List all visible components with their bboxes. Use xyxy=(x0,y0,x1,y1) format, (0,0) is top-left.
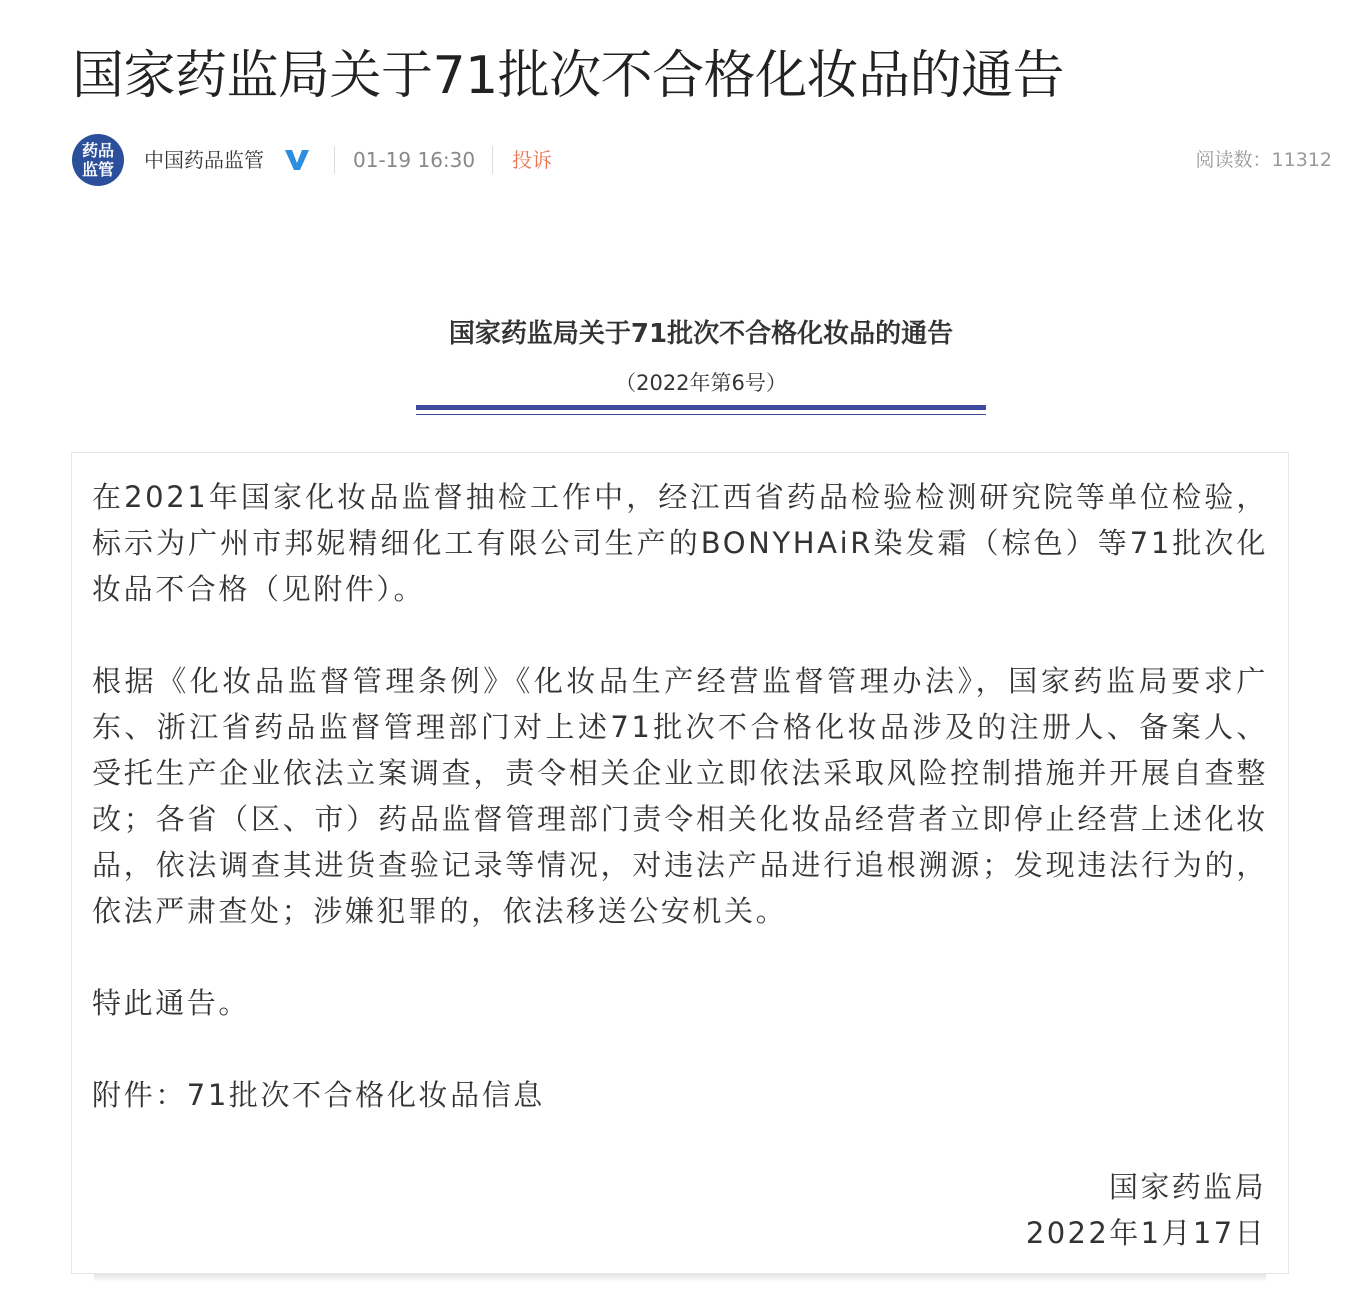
report-link[interactable]: 投诉 xyxy=(512,148,552,172)
heading-rule-thick xyxy=(416,405,986,410)
author-name-link[interactable]: 中国药品监管 xyxy=(144,148,264,172)
author-avatar[interactable] xyxy=(72,134,124,186)
heading-rule-thin xyxy=(416,414,986,415)
verified-v-icon xyxy=(284,148,310,172)
read-count: 阅读数：11312 xyxy=(1195,149,1332,171)
notice-paragraph-2: 根据《化妆品监督管理条例》《化妆品生产经营监督管理办法》，国家药监局要求广东、浙江省药品监督管理部门对上述71批次不合格化妆品涉及的注册人、备案人、受托生产企业依法立案调查，责令相关企业立即依法采取风险控制措施并开展自查整改；各省（区、市）药品监督管理部门责令相关化妆品经营者立即停止经营上述化妆品，依法调查其进货查验记录等情况，对违法产品进行追根溯源；发现违法行为的，依法严肃查处；涉嫌犯罪的，依法移送公安机关。 xyxy=(92,664,1268,928)
meta-divider xyxy=(334,146,335,174)
notice-paragraph-1: 在2021年国家化妆品监督抽检工作中，经江西省药品检验检测研究院等单位检验，标示为广州市邦妮精细化工有限公司生产的BONYHAiR染发霜（棕色）等71批次化妆品不合格（见附件）。 xyxy=(92,480,1268,606)
meta-divider xyxy=(492,146,493,174)
notice-paragraph-3: 特此通告。 xyxy=(92,986,251,1020)
article-title: 国家药监局关于71批次不合格化妆品的通告 xyxy=(72,46,1065,106)
attachment-line[interactable]: 附件：71批次不合格化妆品信息 xyxy=(92,1078,545,1112)
notice-heading: 国家药监局关于71批次不合格化妆品的通告 xyxy=(448,319,954,349)
post-time: 01-19 16:30 xyxy=(353,148,476,172)
notice-number: （2022年第6号） xyxy=(615,371,787,395)
issuer-name: 国家药监局 xyxy=(1108,1170,1266,1204)
author-meta-bar xyxy=(72,134,1332,186)
issue-date: 2022年1月17日 xyxy=(1025,1216,1266,1250)
content-box-shadow xyxy=(94,1274,1266,1282)
avatar-text: 药品监管 xyxy=(81,141,114,179)
notice-content-box xyxy=(71,452,1289,1274)
